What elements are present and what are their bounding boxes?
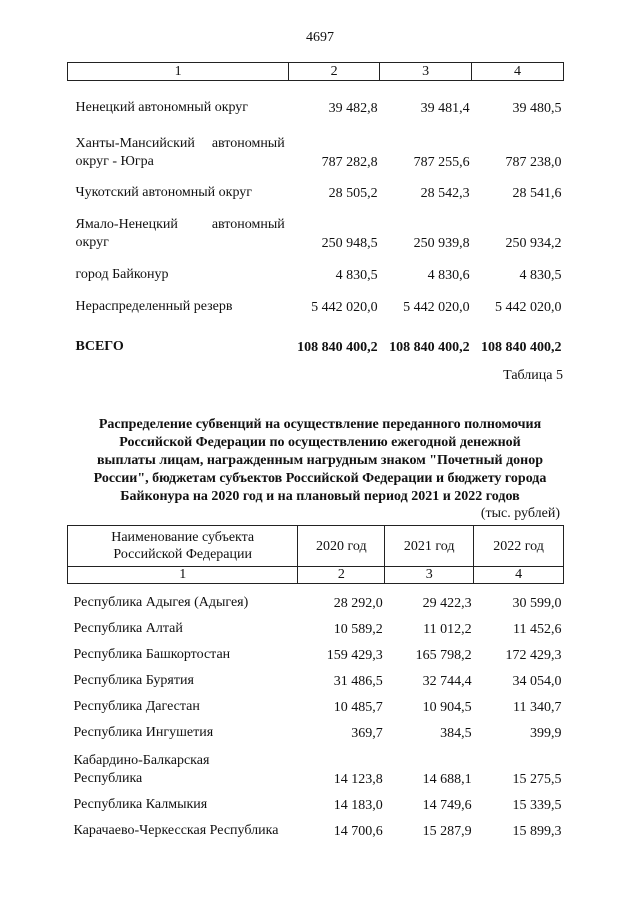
table-title-line: выплаты лицам, награжденным нагрудным знаком "Почетный донор	[96, 453, 544, 468]
value-2022: 39 480,5	[512, 101, 562, 116]
subvention-distribution-table	[67, 525, 564, 840]
table-row	[68, 788, 564, 814]
region-name-line: Ханты-Мансийский автономный	[75, 136, 285, 151]
table-row	[68, 171, 564, 202]
units-note: (тыс. рублей)	[480, 506, 560, 521]
value-2020: 369,7	[351, 726, 383, 741]
value-2021: 4 830,6	[427, 268, 470, 283]
region-name: Республика Калмыкия	[73, 797, 208, 812]
region-name-line: Ямало-Ненецкий автономный	[75, 217, 285, 232]
value-2021: 15 287,9	[422, 824, 472, 839]
column-number: 1	[68, 567, 298, 584]
value-2020: 14 123,8	[333, 772, 383, 787]
region-name: Карачаево-Черкесская Республика	[73, 823, 279, 838]
value-2021: 32 744,4	[422, 674, 472, 689]
value-2021: 787 255,6	[413, 155, 470, 170]
header-line: Наименование субъекта	[111, 530, 255, 545]
table-title-line: Байконура на 2020 год и на плановый период 2021 и 2022 годов	[120, 489, 520, 504]
value-2020: 159 429,3	[326, 648, 383, 663]
value-2022: 30 599,0	[512, 596, 562, 611]
value-2020: 5 442 020,0	[311, 300, 378, 315]
value-2020: 787 282,8	[321, 155, 378, 170]
header-year-2020: 2020 год	[298, 526, 385, 567]
table-title	[70, 416, 570, 506]
region-name: Нераспределенный резерв	[75, 299, 233, 314]
region-name-line: округ	[75, 235, 109, 250]
region-name-line: Кабардино-Балкарская	[73, 753, 210, 768]
region-name: Республика Ингушетия	[73, 725, 214, 740]
value-2022: 15 899,3	[512, 824, 562, 839]
table-row	[68, 284, 564, 316]
column-number-row	[68, 567, 564, 584]
total-2020: 108 840 400,2	[297, 340, 378, 355]
value-2020: 10 589,2	[333, 622, 383, 637]
value-2021: 250 939,8	[413, 236, 470, 251]
table-row	[68, 117, 564, 171]
region-name	[68, 117, 289, 171]
header-region-name	[68, 526, 298, 567]
value-2020: 10 485,7	[333, 700, 383, 715]
table-title-line: Распределение субвенций на осуществление переданного полномочия	[98, 417, 542, 432]
value-2022: 28 541,6	[512, 186, 562, 201]
value-2020: 4 830,5	[335, 268, 378, 283]
table-title-line: Российской Федерации по осуществлению ежегодной денежной	[119, 435, 521, 450]
value-2020: 28 292,0	[333, 596, 383, 611]
table-row	[68, 742, 564, 788]
region-name: Республика Башкортостан	[73, 647, 231, 662]
value-2022: 15 339,5	[512, 798, 562, 813]
value-2020: 14 183,0	[333, 798, 383, 813]
table-title-line: России", бюджетам субъектов Российской Федерации и бюджету города	[93, 471, 547, 486]
value-2020: 39 482,8	[328, 101, 378, 116]
table-row	[68, 202, 564, 252]
value-2022: 4 830,5	[519, 268, 562, 283]
table-row	[68, 612, 564, 638]
value-2022: 787 238,0	[505, 155, 562, 170]
region-name: Республика Адыгея (Адыгея)	[73, 595, 249, 610]
table-row	[68, 690, 564, 716]
column-number: 2	[289, 63, 380, 81]
region-name: Республика Бурятия	[73, 673, 194, 688]
total-label: ВСЕГО	[75, 339, 124, 354]
total-2022: 108 840 400,2	[481, 340, 562, 355]
table-row	[68, 716, 564, 742]
header-row	[68, 526, 564, 567]
table-row	[68, 814, 564, 840]
value-2021: 14 749,6	[422, 798, 472, 813]
value-2021: 29 422,3	[422, 596, 472, 611]
region-name	[68, 202, 289, 252]
column-number: 3	[385, 567, 474, 584]
region-name: город Байконур	[75, 267, 169, 282]
value-2022: 250 934,2	[505, 236, 562, 251]
value-2022: 34 054,0	[512, 674, 562, 689]
value-2022: 11 340,7	[513, 700, 562, 715]
column-number-row	[68, 63, 564, 81]
value-2021: 384,5	[440, 726, 472, 741]
header-year-2022: 2022 год	[474, 526, 564, 567]
page-number: 4697	[306, 30, 334, 45]
value-2022: 399,9	[530, 726, 562, 741]
value-2022: 11 452,6	[513, 622, 562, 637]
value-2021: 10 904,5	[422, 700, 472, 715]
region-name: Ненецкий автономный округ	[75, 100, 249, 115]
value-2021: 11 012,2	[423, 622, 472, 637]
region-name: Республика Дагестан	[73, 699, 200, 714]
value-2021: 28 542,3	[420, 186, 470, 201]
column-number: 3	[380, 63, 472, 81]
value-2021: 14 688,1	[422, 772, 472, 787]
subsidy-table-continuation	[67, 62, 564, 356]
table-row	[68, 252, 564, 284]
column-number: 1	[68, 63, 289, 81]
value-2020: 14 700,6	[333, 824, 383, 839]
region-name-line: Республика	[73, 771, 143, 786]
value-2021: 5 442 020,0	[403, 300, 470, 315]
table-row	[68, 638, 564, 664]
total-row	[68, 316, 564, 356]
value-2021: 165 798,2	[415, 648, 472, 663]
region-name	[68, 742, 298, 788]
value-2020: 250 948,5	[321, 236, 378, 251]
table-row	[68, 81, 564, 118]
value-2022: 172 429,3	[505, 648, 562, 663]
column-number: 4	[474, 567, 564, 584]
region-name: Чукотский автономный округ	[75, 185, 253, 200]
region-name: Республика Алтай	[73, 621, 183, 636]
value-2022: 15 275,5	[512, 772, 562, 787]
column-number: 4	[472, 63, 564, 81]
table-label: Таблица 5	[503, 368, 563, 383]
table-row	[68, 664, 564, 690]
value-2021: 39 481,4	[420, 101, 470, 116]
total-2021: 108 840 400,2	[389, 340, 470, 355]
region-name-line: округ - Югра	[75, 154, 154, 169]
value-2020: 31 486,5	[333, 674, 383, 689]
column-number: 2	[298, 567, 385, 584]
header-line: Российской Федерации	[113, 547, 252, 562]
value-2022: 5 442 020,0	[495, 300, 562, 315]
header-year-2021: 2021 год	[385, 526, 474, 567]
value-2020: 28 505,2	[328, 186, 378, 201]
table-row	[68, 584, 564, 613]
